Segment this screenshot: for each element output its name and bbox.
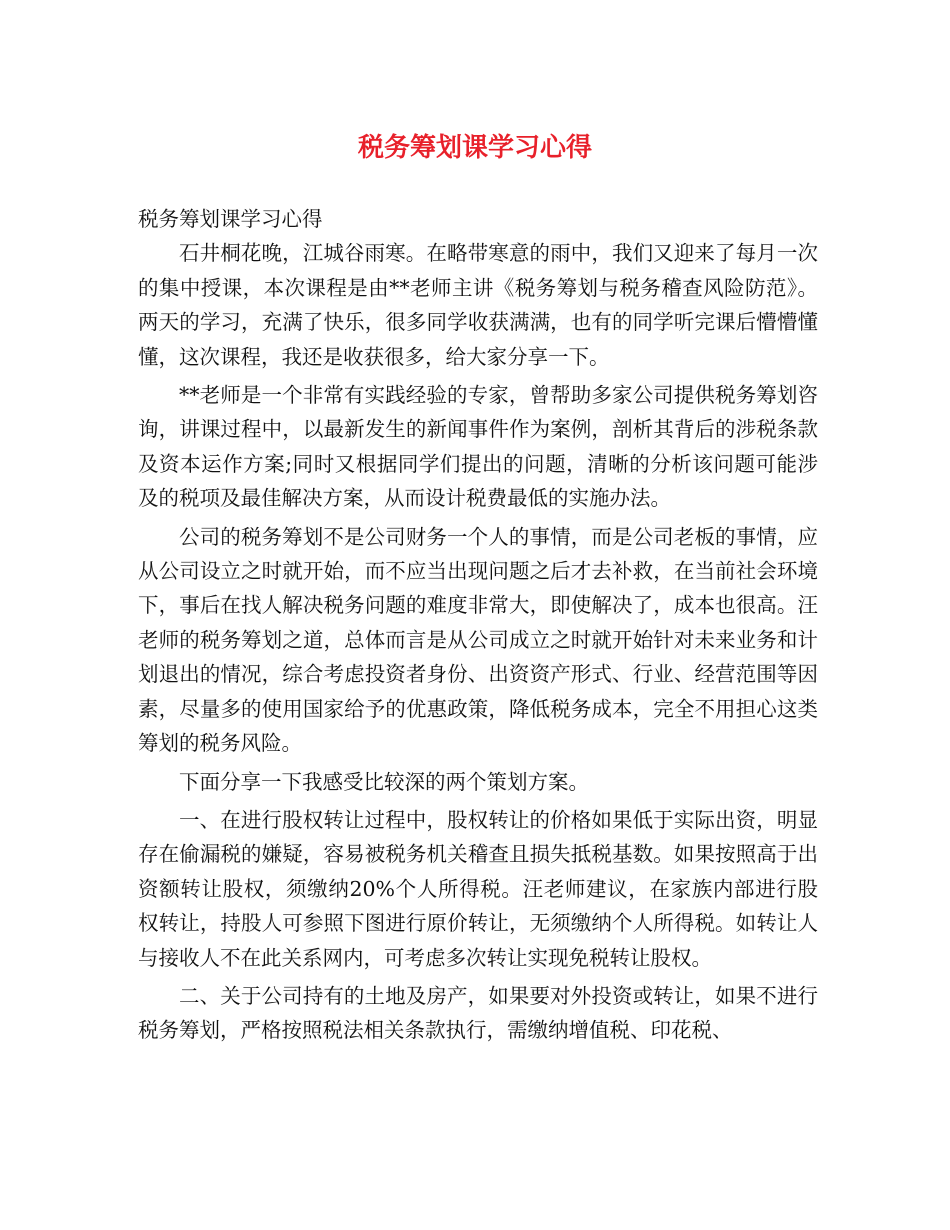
- paragraph-6: 二、关于公司持有的土地及房产，如果要对外投资或转让，如果不进行税务筹划，严格按照税法相关条款执行，需缴纳增值税、印花税、: [138, 983, 818, 1043]
- paragraph-4: 下面分享一下我感受比较深的两个策划方案。: [179, 769, 589, 794]
- document-subtitle: 税务筹划课学习心得: [138, 207, 323, 231]
- document-title: 税务筹划课学习心得: [357, 133, 592, 163]
- paragraph-5: 一、在进行股权转让过程中，股权转让的价格如果低于实际出资，明显存在偷漏税的嫌疑，容易被税务机关稽查且损失抵税基数。如果按照高于出资额转让股权，须缴纳20%个人所得税。汪老师建议，在家族内部进行股权转让，持股人可参照下图进行原价转让，无须缴纳个人所得税。如转让人与接收人不在此关系网内，可考虑多次转让实现免税转让股权。: [138, 807, 818, 970]
- paragraph-2: **老师是一个非常有实践经验的专家，曾帮助多家公司提供税务筹划咨询，讲课过程中，以最新发生的新闻事件作为案例，剖析其背后的涉税条款及资本运作方案;同时又根据同学们提出的问题，清晰的分析该问题可能涉及的税项及最佳解决方案，从而设计税费最低的实施办法。: [138, 383, 818, 511]
- paragraph-1: 石井桐花晚，江城谷雨寒。在略带寒意的雨中，我们又迎来了每月一次的集中授课，本次课程是由**老师主讲《税务筹划与税务稽查风险防范》。两天的学习，充满了快乐，很多同学收获满满，也有的同学听完课后懵懵懂懂，这次课程，我还是收获很多，给大家分享一下。: [138, 241, 818, 369]
- document-body: [138, 202, 818, 1048]
- paragraph-3: 公司的税务筹划不是公司财务一个人的事情，而是公司老板的事情，应从公司设立之时就开始，而不应当出现问题之后才去补救，在当前社会环境下，事后在找人解决税务问题的难度非常大，即使解决了，成本也很高。汪老师的税务筹划之道，总体而言是从公司成立之时就开始针对未来业务和计划退出的情况，综合考虑投资者身份、出资资产形式、行业、经营范围等因素，尽量多的使用国家给予的优惠政策，降低税务成本，完全不用担心这类筹划的税务风险。: [138, 524, 818, 756]
